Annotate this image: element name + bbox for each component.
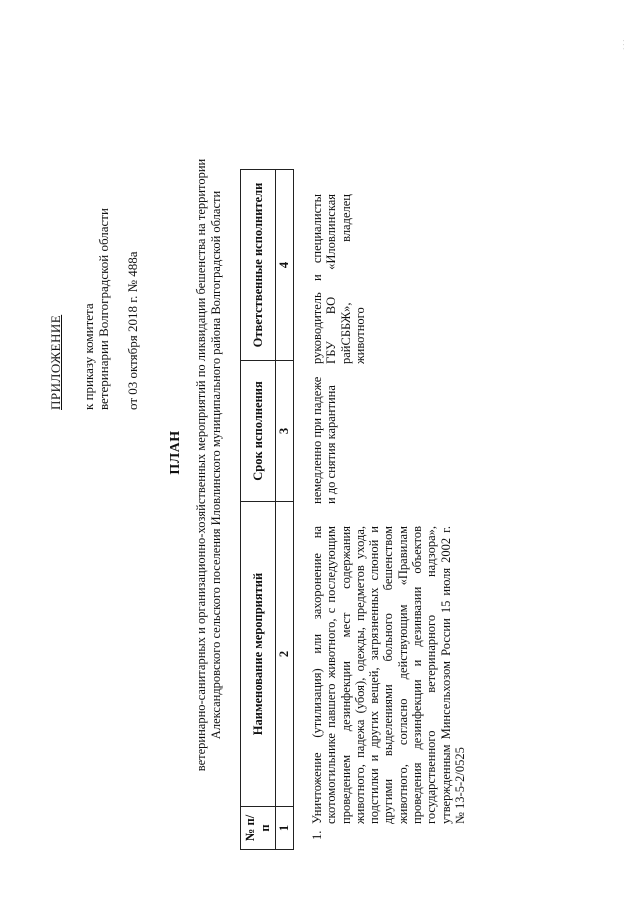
row-action: Уничтожение (утилизация) или захоронение на скотомогильнике павшего животного, с последующим проведением дезинфекции мест содержания животного, падежа (убоя), одежды, предметов ухода, подстилки и других вещей, загрязненных слюной и другими выделениями больного бешенством животного, согласно действующим «Правилам проведения дезинфекции и дезинвазии объектов государственного ветеринарного надзора», утвержденным Минсельхозом России 15 июля 2002 г. № 13-5-2/0525 [310,526,467,824]
column-number-1: 1 [276,807,294,850]
row-number: 1. [310,830,324,840]
plan-table [240,169,294,850]
header-executors: Ответственные исполнители [241,170,276,361]
row-executors: руководитель и специалисты ГБУ ВО «Иловлинская райСББЖ», владелец животного [310,194,367,364]
appendix-header [48,208,140,410]
plan-title: ПЛАН [168,430,183,475]
appendix-title: ПРИЛОЖЕНИЕ [48,314,63,410]
plan-subtitle [194,115,224,815]
table-column-number-row [276,170,294,850]
appendix-order-line-1: к приказу комитета [81,303,96,410]
appendix-order-line [81,208,111,410]
appendix-order-line-2: ветеринарии Волгоградской области [96,208,111,410]
column-number-3: 3 [276,361,294,502]
header-term: Срок исполнения [241,361,276,502]
header-num: № п/п [241,807,276,850]
plan-subtitle-line-1: ветеринарно-санитарных и организационно-хозяйственных мероприятий по ликвидации бешенства на территории [194,158,208,772]
footer-note: · · · [620,39,628,50]
column-number-4: 4 [276,170,294,361]
appendix-date: от 03 октября 2018 г. № 488а [125,251,140,410]
table-header-row [241,170,276,850]
row-term: немедленно при падеже и до снятия карантина [310,376,339,504]
column-number-2: 2 [276,502,294,807]
plan-subtitle-line-2: Александровского сельского поселения Иловлинского муниципального района Волгоградской области [209,190,223,740]
header-action: Наименование мероприятий [241,502,276,807]
